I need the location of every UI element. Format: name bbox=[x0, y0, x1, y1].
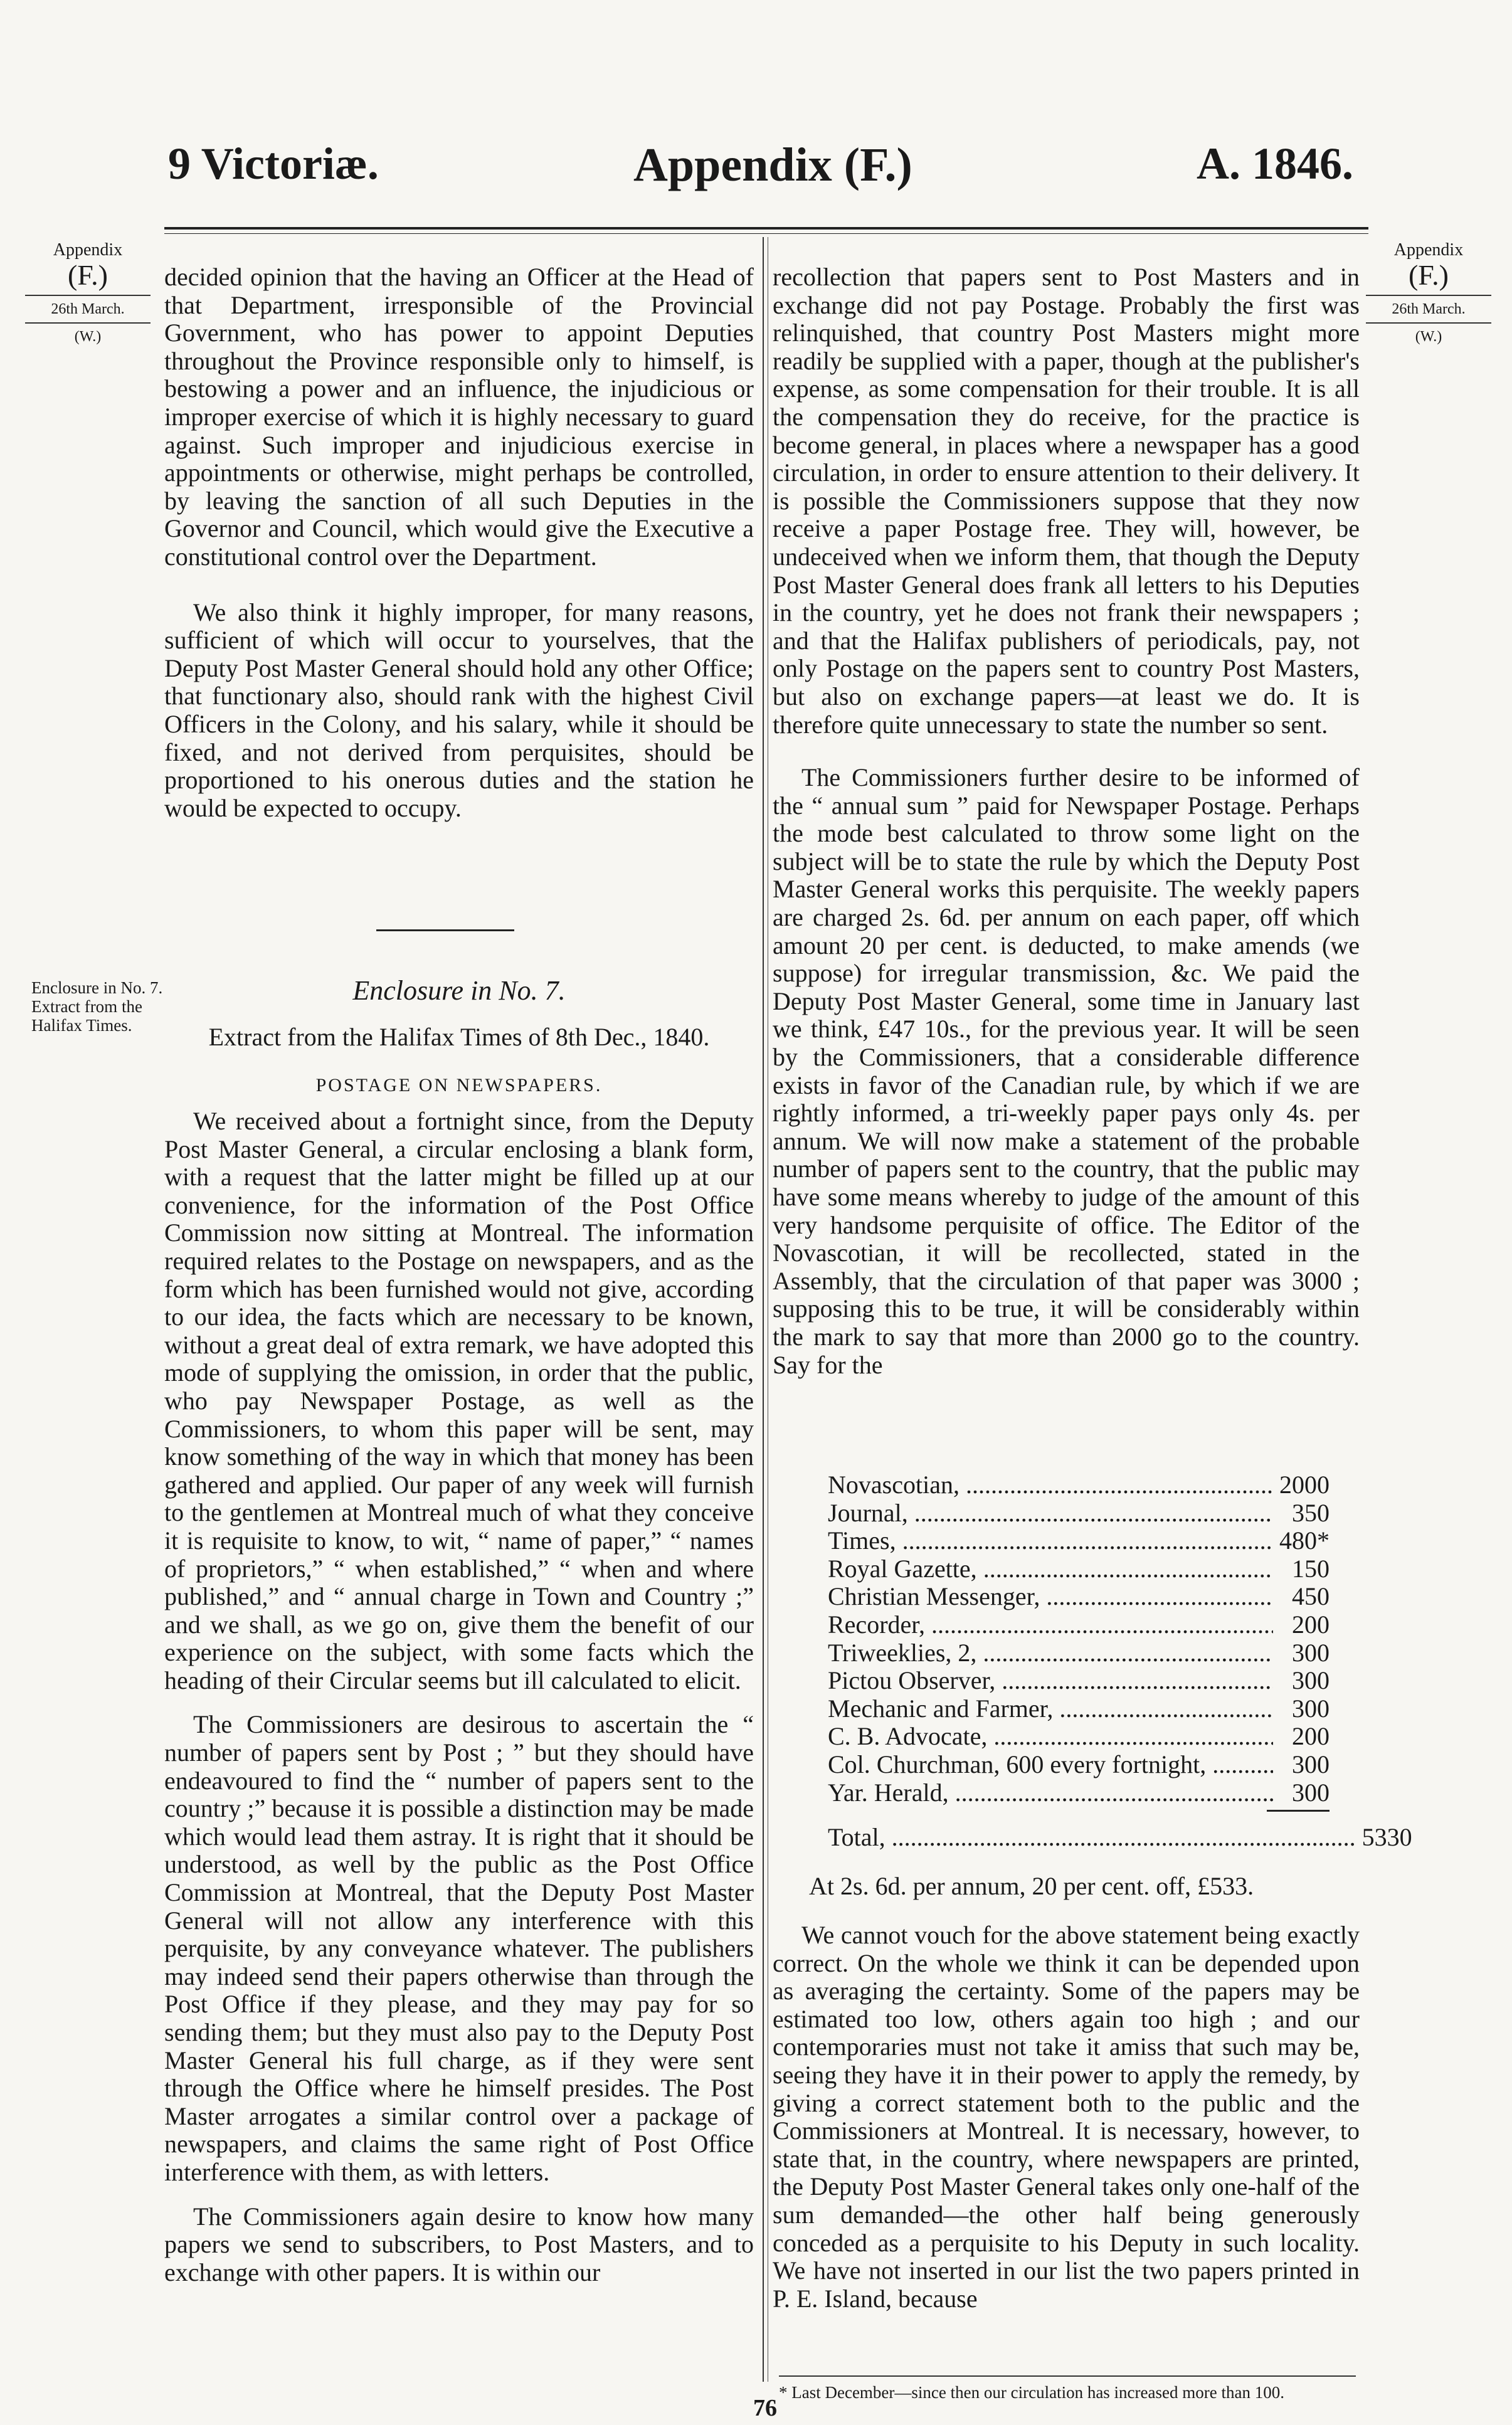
table-row bbox=[828, 1583, 1330, 1611]
margin-enclosure-line2: Extract from the Halifax Times. bbox=[31, 997, 142, 1035]
paragraph: The Commissioners are desirous to ascertain the “ number of papers sent by Post ; ” but they should have endeavoured to find the “ number of papers sent to the country ;” because it is possible a distinction may be made which would lead them astray. It is right that it should be understood, as well by the public as the Post Office Commission at Montreal, that the Deputy Post Master General will not allow any interference with this perquisite, by any conveyance whatever. The publishers may indeed send their papers otherwise than through the Post Office if they please, and they may pay for so sending them; but they must also pay to the Deputy Post Master General his full charge, as if they were sent through the Office where he himself presides. The Post Master arrogates a similar control over a package of newspapers, and claims the same right of Post Office interference with them, as with letters. bbox=[164, 1710, 754, 2186]
paper-name: Col. Churchman, 600 every fortnight, ..... bbox=[828, 1751, 1273, 1779]
paper-name: Pictou Observer, ..... bbox=[828, 1667, 1273, 1695]
left-column-bottom bbox=[164, 1107, 754, 2286]
paragraph: recollection that papers sent to Post Masters and in exchange did not pay Postage. Probably the first was relinquished, that country Post Masters might more readily be supplied with a paper, though at the publisher's expense, as some compensation for their trouble. It is all the compensation they do receive, for the practice is become general, in places where a newspaper has a good circulation, in order to ensure attention to their delivery. It is possible the Commissioners suppose that they now receive a paper Postage free. They will, however, be undeceived when we inform them, that though the Deputy Post Master General does frank all letters to his Deputies in the country, yet he does not frank their newspapers ; and that the Halifax publishers of periodicals, pay, not only Postage on the papers sent to country Post Masters, but also on exchange papers—at least we do. It is therefore quite unnecessary to state the number so sent. bbox=[773, 263, 1360, 739]
paper-count: 300 bbox=[1292, 1694, 1330, 1723]
paper-name: Times, ..... bbox=[828, 1527, 1273, 1555]
paper-count: 200 bbox=[1292, 1722, 1330, 1751]
margin-left-rule bbox=[25, 295, 151, 296]
margin-left-line3: 26th March. bbox=[51, 301, 125, 317]
table-row bbox=[828, 1555, 1330, 1583]
paper-name: Royal Gazette, ..... bbox=[828, 1555, 1273, 1583]
extract-line: Extract from the Halifax Times of 8th Dec., 1840. bbox=[208, 1023, 710, 1051]
page-number: 76 bbox=[753, 2395, 777, 2421]
paper-name: C. B. Advocate, ..... bbox=[828, 1723, 1273, 1751]
left-column-top bbox=[164, 263, 754, 822]
margin-note-right bbox=[1366, 241, 1491, 346]
table-row bbox=[828, 1667, 1330, 1695]
paper-count: 300 bbox=[1292, 1666, 1330, 1695]
paragraph: We cannot vouch for the above statement being exactly correct. On the whole we think it can be depended upon as averaging the certainty. Some of the papers may be estimated too low, others again too high ; and our contemporaries must not take it amiss that such may be, seeing they have it in their power to apply the remedy, by giving a correct statement both to the public and the Commissioners at Montreal. It is necessary, however, to state that, in the country, where newspapers are printed, the Deputy Post Master General takes only one-half of the sum demanded—the other half being generously conceded as a perquisite to his Deputy in such locality. We have not inserted in our list the two papers printed in P. E. Island, because bbox=[773, 1921, 1360, 2313]
paragraph: The Commissioners again desire to know how many papers we send to subscribers, to Post Masters, and to exchange with other papers. It is within our bbox=[164, 2202, 754, 2286]
right-column-bottom bbox=[773, 1921, 1360, 2313]
summary-line: At 2s. 6d. per annum, 20 per cent. off, £533. bbox=[809, 1872, 1254, 1900]
paper-name: Triweeklies, 2, ..... bbox=[828, 1639, 1273, 1667]
section-divider bbox=[376, 929, 514, 931]
table-row bbox=[828, 1695, 1330, 1723]
footnote-rule bbox=[779, 2375, 1356, 2377]
paragraph: decided opinion that the having an Officer at the Head of that Department, irresponsible of the Provincial Government, who has power to appoint Deputies throughout the Province responsible only to himself, is bestowing a power and an influence, the injudicious or improper exercise of which it is highly necessary to guard against. Such improper and injudicious exercise in appointments or otherwise, might perhaps be controlled, by leaving the sanction of all such Deputies in the Governor and Council, which would give the Executive a constitutional control over the Department. bbox=[164, 263, 754, 571]
margin-left-rule2 bbox=[25, 322, 151, 324]
paper-name: Yar. Herald, ..... bbox=[828, 1779, 1273, 1807]
paper-name: Recorder, ..... bbox=[828, 1611, 1273, 1639]
margin-left-line1: Appendix bbox=[53, 240, 123, 260]
paper-count: 300 bbox=[1292, 1750, 1330, 1778]
paper-count: 480* bbox=[1279, 1526, 1330, 1555]
total-value: 5330 bbox=[1361, 1823, 1412, 1851]
running-head-left: 9 Victoriæ. bbox=[168, 139, 379, 189]
margin-right-line2: (F.) bbox=[1408, 259, 1449, 291]
newspaper-table bbox=[828, 1471, 1330, 1807]
margin-right-line3: 26th March. bbox=[1392, 301, 1466, 317]
paragraph: The Commissioners further desire to be informed of the “ annual sum ” paid for Newspaper Postage. Perhaps the mode best calculated to throw some light on the subject will be to state the rule by which the Deputy Post Master General works this perquisite. The weekly papers are charged 2s. 6d. per annum on each paper, off which amount 20 per cent. is deducted, to make amends (we suppose) for irregular transmission, &c. We paid the Deputy Post Master General, some time in January last we think, £47 10s., for the previous year. It will be seen by the Commissioners, that a considerable difference exists in favor of the Canadian rule, by which if we are rightly informed, a tri-weekly paper pays only 4s. per annum. We will now make a statement of the probable number of papers sent to the country, that the public may have some means whereby to judge of the amount of this very handsome perquisite of office. The Editor of the Novascotian, it will be recollected, stated in the Assembly, that the circulation of that paper was 3000 ; supposing this to be true, it will be considerably within the mark to say that more than 2000 go to the country. Say for the bbox=[773, 763, 1360, 1379]
paper-name: Journal, ..... bbox=[828, 1499, 1273, 1528]
total-row bbox=[828, 1822, 1412, 1852]
paper-count: 300 bbox=[1292, 1778, 1330, 1807]
table-row bbox=[828, 1723, 1330, 1751]
paragraph: We also think it highly improper, for many reasons, sufficient of which will occur to yourselves, that the Deputy Post Master General should hold any other Office; that functionary also, should rank with the highest Civil Officers in the Colony, and his salary, while it should be fixed, and not derived from perquisites, should be proportioned to his onerous duties and the station he would be expected to occupy. bbox=[164, 598, 754, 822]
margin-right-rule bbox=[1366, 295, 1491, 296]
table-row bbox=[828, 1639, 1330, 1667]
margin-left-line2: (F.) bbox=[67, 259, 108, 291]
paper-count: 2000 bbox=[1279, 1471, 1330, 1499]
margin-right-line1: Appendix bbox=[1393, 240, 1464, 260]
margin-right-line4: (W.) bbox=[1415, 329, 1442, 345]
running-head-right: A. 1846. bbox=[1197, 139, 1353, 189]
paper-count: 300 bbox=[1292, 1638, 1330, 1667]
paragraph: We received about a fortnight since, from the Deputy Post Master General, a circular enclosing a blank form, with a request that the latter might be filled up at our convenience, for the information of the Post Office Commission now sitting at Montreal. The information required relates to the Postage on newspapers, and as the form which has been furnished would not give, according to our idea, the facts which are necessary to be known, without a great deal of extra remark, we have adopted this mode of supplying the omission, in order that the public, who pay Newspaper Postage, as well as the Commissioners, to whom this paper will be sent, may know something of the way in which that money has been gathered and applied. Our paper of any week will furnish to the gentlemen at Montreal much of what they conceive it is requisite to know, to wit, “ name of paper,” “ names of proprietors,” “ when established,” “ when and where published,” and “ annual charge in Town and Country ;” and we shall, as we go on, give them the benefit of our experience on the subject, with some facts which the heading of their Circular seems but ill calculated to elicit. bbox=[164, 1107, 754, 1694]
table-row bbox=[828, 1611, 1330, 1639]
total-rule bbox=[1267, 1810, 1330, 1812]
table-row bbox=[828, 1779, 1330, 1807]
paper-name: Christian Messenger, ..... bbox=[828, 1583, 1273, 1611]
total-label: Total, ..... bbox=[828, 1822, 1362, 1852]
margin-note-enclosure bbox=[31, 978, 163, 1035]
paper-name: Mechanic and Farmer, ..... bbox=[828, 1695, 1273, 1723]
running-head-title: Appendix (F.) bbox=[633, 139, 912, 191]
column-divider bbox=[763, 237, 764, 2382]
margin-note-left bbox=[25, 241, 151, 346]
table-row bbox=[828, 1527, 1330, 1555]
table-row bbox=[828, 1499, 1330, 1528]
table-row bbox=[828, 1751, 1330, 1779]
footnote: * Last December—since then our circulation has increased more than 100. bbox=[779, 2383, 1284, 2402]
header-rule bbox=[164, 227, 1368, 230]
margin-left-line4: (W.) bbox=[74, 329, 102, 345]
enclosure-heading: Enclosure in No. 7. bbox=[352, 975, 566, 1006]
paper-name: Novascotian, ..... bbox=[828, 1471, 1273, 1499]
paper-count: 350 bbox=[1292, 1498, 1330, 1527]
header-rule-thin bbox=[164, 233, 1368, 234]
paper-count: 200 bbox=[1292, 1610, 1330, 1639]
paper-count: 450 bbox=[1292, 1582, 1330, 1611]
paper-count: 150 bbox=[1292, 1554, 1330, 1583]
article-heading: POSTAGE ON NEWSPAPERS. bbox=[315, 1075, 603, 1096]
margin-enclosure-line1: Enclosure in No. 7. bbox=[31, 978, 163, 997]
margin-right-rule2 bbox=[1366, 322, 1491, 324]
right-column-top bbox=[773, 263, 1360, 1379]
table-row bbox=[828, 1471, 1330, 1499]
